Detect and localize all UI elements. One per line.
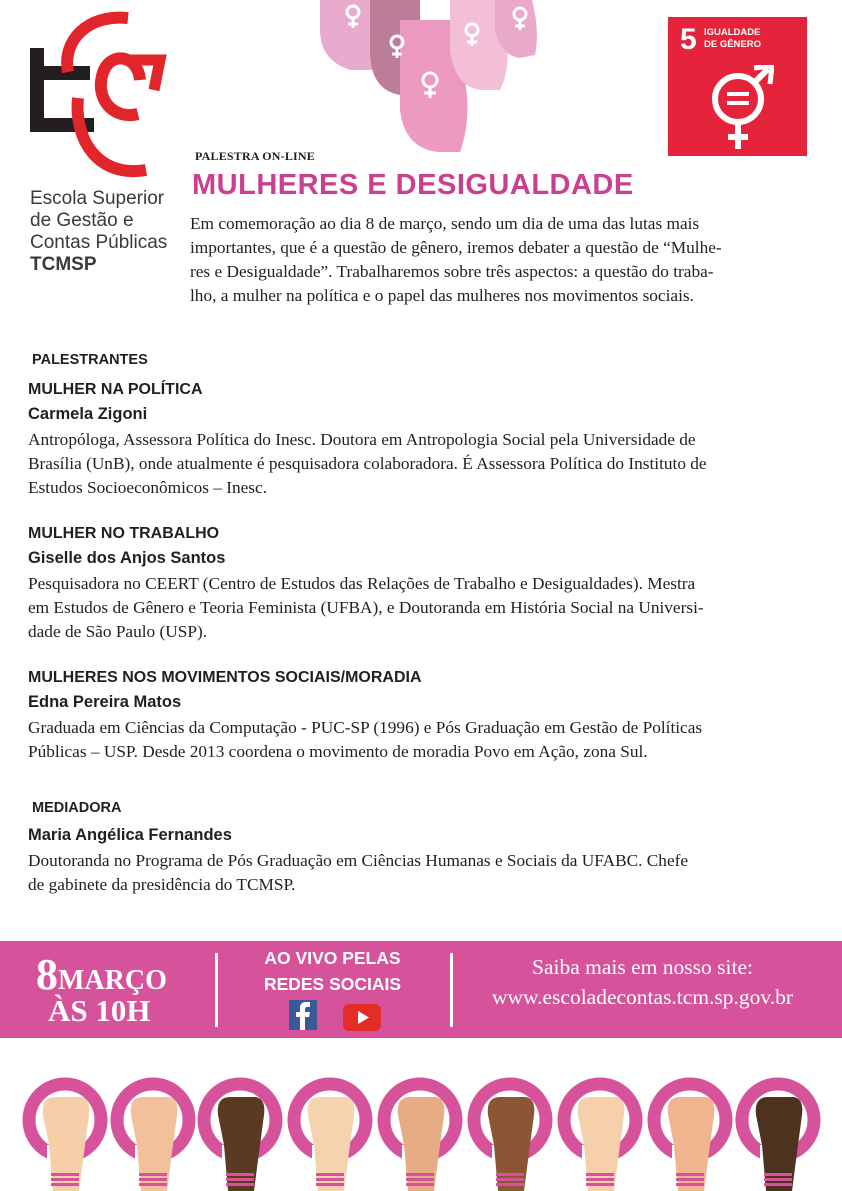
event-type-label: PALESTRA ON-LINE xyxy=(195,149,316,163)
fist-icon xyxy=(384,1084,456,1191)
page-title: MULHERES E DESIGUALDADE xyxy=(192,169,634,201)
mediator-section-label: MEDIADORA xyxy=(32,800,122,816)
fist-icon xyxy=(294,1084,366,1191)
speaker-topic-movements: MULHERES NOS MOVIMENTOS SOCIAIS/MORADIA xyxy=(28,669,422,686)
raised-hands-illustration xyxy=(300,0,540,160)
event-info-band xyxy=(0,941,842,1038)
mediator-bio: Doutoranda no Programa de Pós Graduação em Ciências Humanas e Sociais da UFABC. Chefe de gabinete da presidência do TCMSP. xyxy=(28,851,689,894)
speaker-bio-1: Antropóloga, Assessora Política do Inesc. Doutora em Antropologia Social pela Universidade de Brasília (UnB), onde atualmente é pesquisadora colaboradora. É Assessora Política do Instituto de Estudos Socioeconômicos – Inesc. xyxy=(28,430,707,497)
speakers-section-label: PALESTRANTES xyxy=(32,352,148,368)
speaker-bio-2: Pesquisadora no CEERT (Centro de Estudos das Relações de Trabalho e Desigualdades). Mestra em Estudos de Gênero e Teoria Feminista (UFBA), e Doutoranda em História Social na Universi- dade de São Paulo (USP). xyxy=(28,574,704,641)
sdg-title: IGUALDADE DE GÊNERO xyxy=(704,27,762,50)
gender-equality-icon xyxy=(708,65,774,151)
speaker-name-1: Carmela Zigoni xyxy=(28,405,148,423)
facebook-icon[interactable] xyxy=(289,1000,317,1030)
speaker-bio-3: Graduada em Ciências da Computação - PUC-SP (1996) e Pós Graduação em Gestão de Políticas Públicas – USP. Desde 2013 coordena o movimento de moradia Povo em Ação, zona Sul. xyxy=(28,718,703,761)
live-label: AO VIVO PELAS REDES SOCIAIS xyxy=(263,948,402,994)
event-time: ÀS 10H xyxy=(48,993,151,1028)
fist-icon xyxy=(742,1084,814,1191)
fist-icon xyxy=(29,1084,101,1191)
divider xyxy=(450,953,453,1027)
sdg-5-badge xyxy=(668,17,807,156)
divider xyxy=(215,953,218,1027)
speaker-topic-politics: MULHER NA POLÍTICA xyxy=(28,381,203,398)
fist-icon xyxy=(564,1084,636,1191)
fist-icon xyxy=(204,1084,276,1191)
speaker-name-2: Giselle dos Anjos Santos xyxy=(28,549,226,567)
site-url-link[interactable]: www.escoladecontas.tcm.sp.gov.br xyxy=(491,985,794,1009)
event-date: 8MARÇO xyxy=(36,950,167,999)
logo-wordmark: Escola Superior de Gestão e Contas Públicas TCMSP xyxy=(30,188,168,275)
mediator-name: Maria Angélica Fernandes xyxy=(28,826,232,844)
raised-fists-illustration xyxy=(0,1075,842,1191)
sdg-number: 5 xyxy=(680,23,697,56)
tcmsp-logo-icon xyxy=(28,10,168,180)
intro-paragraph: Em comemoração ao dia 8 de março, sendo um dia de uma das lutas mais importantes, que é a questão de gênero, iremos debater a questão de “Mulhe- res e Desigualdade”. Trabalharemos sobre três aspectos: a questão do traba- lho, a mulher na política e o papel das mulheres nos movimentos sociais. xyxy=(190,214,722,305)
speaker-name-3: Edna Pereira Matos xyxy=(28,693,182,711)
fist-icon xyxy=(474,1084,546,1191)
speaker-topic-work: MULHER NO TRABALHO xyxy=(28,525,220,542)
site-label: Saiba mais em nosso site: xyxy=(532,955,753,979)
fist-icon xyxy=(654,1084,726,1191)
fist-icon xyxy=(117,1084,189,1191)
youtube-icon[interactable] xyxy=(343,1004,381,1031)
